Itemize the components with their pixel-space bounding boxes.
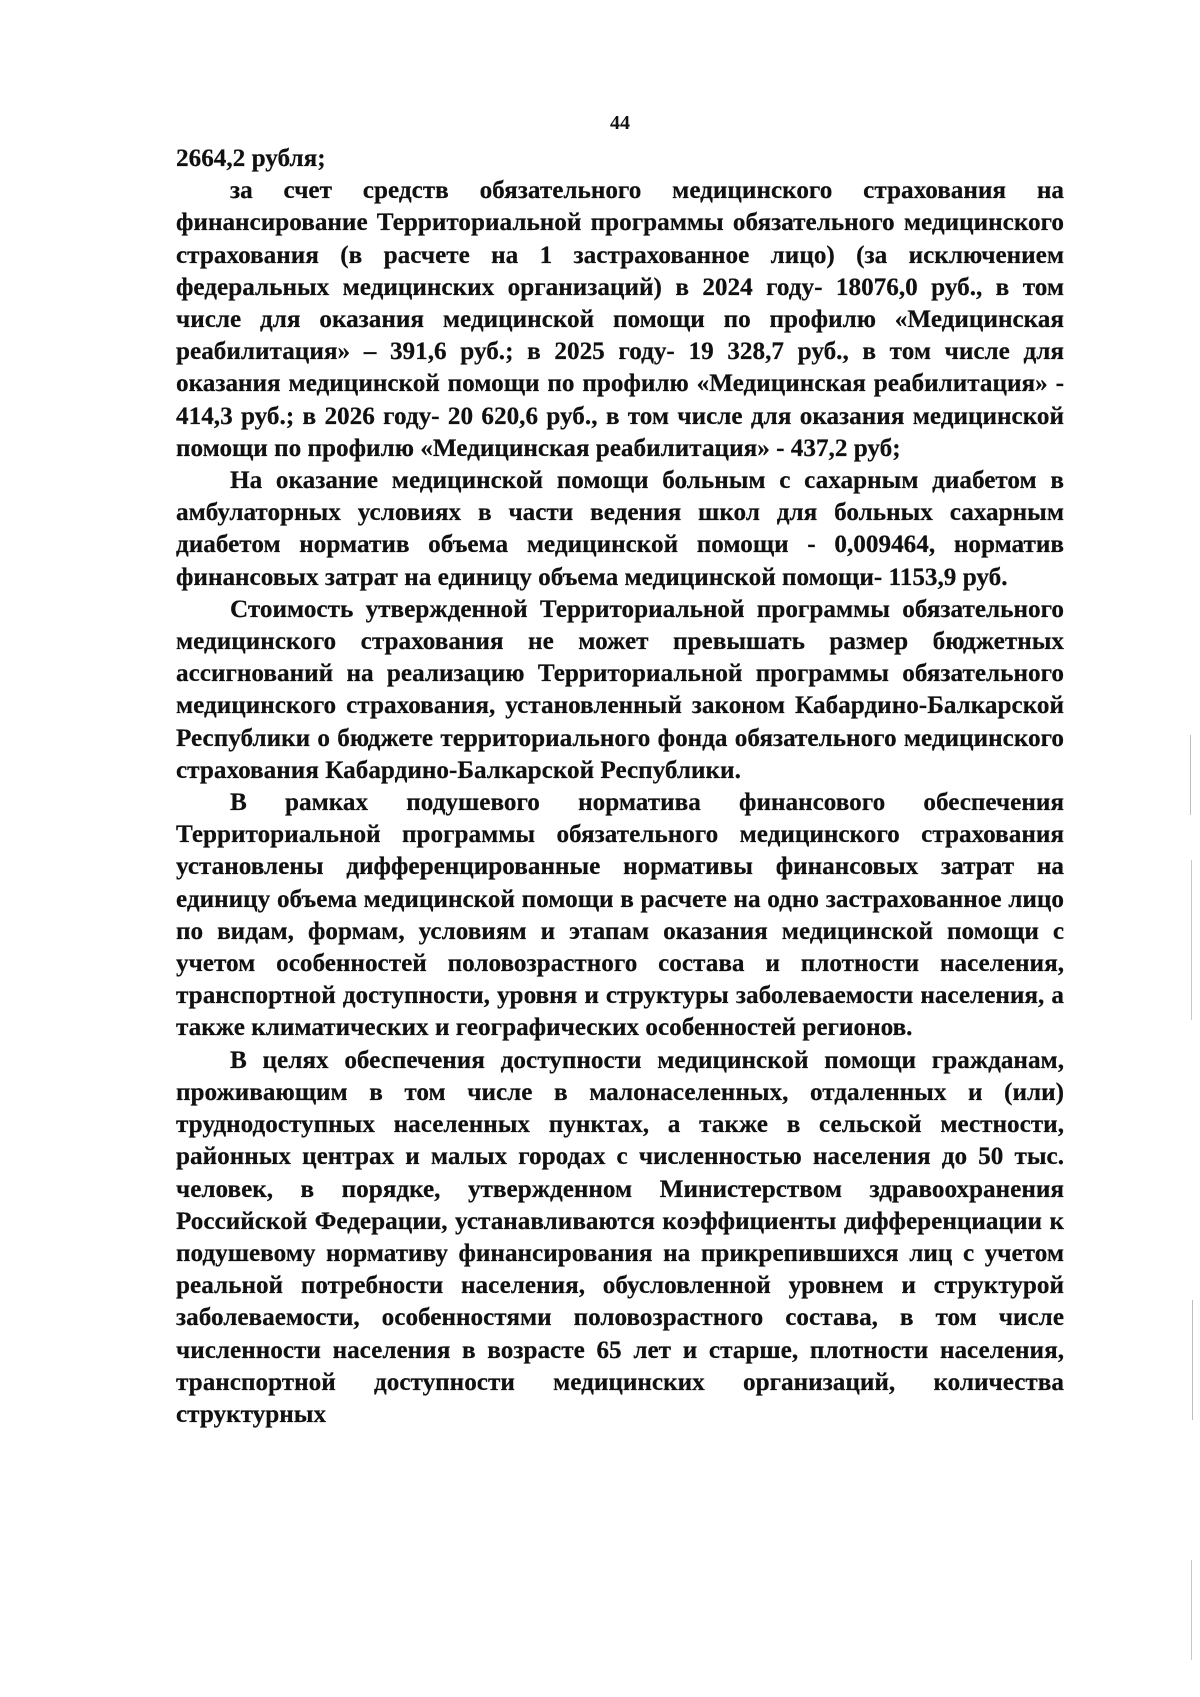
document-body	[176, 143, 1064, 1431]
paragraph-1: 2664,2 рубля;	[176, 145, 326, 172]
scan-edge-mark	[1191, 1560, 1192, 1660]
paragraph-6: В целях обеспечения доступности медицинской помощи гражданам, проживающим в том числе в малонаселенных, отдаленных и (или) труднодоступных населенных пунктах, а также в сельской местности, районных центрах и малых городах с численностью населения до 50 тыс. человек, в порядке, утвержденном Министерством здравоохранения Российской Федерации, устанавливаются коэффициенты дифференциации к подушевому нормативу финансирования на прикрепившихся лиц с учетом реальной потребности населения, обусловленной уровнем и структурой заболеваемости, особенностями половозрастного состава, в том числе численности населения в возрасте 65 лет и старше, плотности населения, транспортной доступности медицинских организаций, количества структурных	[176, 1046, 1064, 1428]
paragraph-3: На оказание медицинской помощи больным с сахарным диабетом в амбулаторных условиях в части ведения школ для больных сахарным диабетом норматив объема медицинской помощи - 0,009464, норматив финансовых затрат на единицу объема медицинской помощи- 1153,9 руб.	[176, 467, 1064, 591]
paragraph-4: Стоимость утвержденной Территориальной программы обязательного медицинского страхования не может превышать размер бюджетных ассигнований на реализацию Территориальной программы обязательного медицинского страхования, установленный законом Кабардино-Балкарской Республики о бюджете территориального фонда обязательного медицинского страхования Кабардино-Балкарской Республики.	[176, 595, 1064, 784]
page-number: 44	[610, 112, 630, 134]
paragraph-5: В рамках подушевого норматива финансового обеспечения Территориальной программы обязательного медицинского страхования установлены дифференцированные нормативы финансовых затрат на единицу объема медицинской помощи в расчете на одно застрахованное лицо по видам, формам, условиям и этапам оказания медицинской помощи с учетом особенностей половозрастного состава и плотности населения, транспортной доступности, уровня и структуры заболеваемости населения, а также климатических и географических особенностей регионов.	[176, 789, 1064, 1042]
scan-edge-mark	[1191, 860, 1192, 1020]
paragraph-2: за счет средств обязательного медицинского страхования на финансирование Территориальной программы обязательного медицинского страхования (в расчете на 1 застрахованное лицо) (за исключением федеральных медицинских организаций) в 2024 году- 18076,0 руб., в том числе для оказания медицинской помощи по профилю «Медицинская реабилитация» – 391,6 руб.; в 2025 году- 19 328,7 руб., в том числе для оказания медицинской помощи по профилю «Медицинская реабилитация» - 414,3 руб.; в 2026 году- 20 620,6 руб., в том числе для оказания медицинской помощи по профилю «Медицинская реабилитация» - 437,2 руб;	[176, 177, 1064, 462]
scan-edge-mark	[1192, 1300, 1193, 1420]
scan-edge-mark	[1190, 735, 1191, 815]
